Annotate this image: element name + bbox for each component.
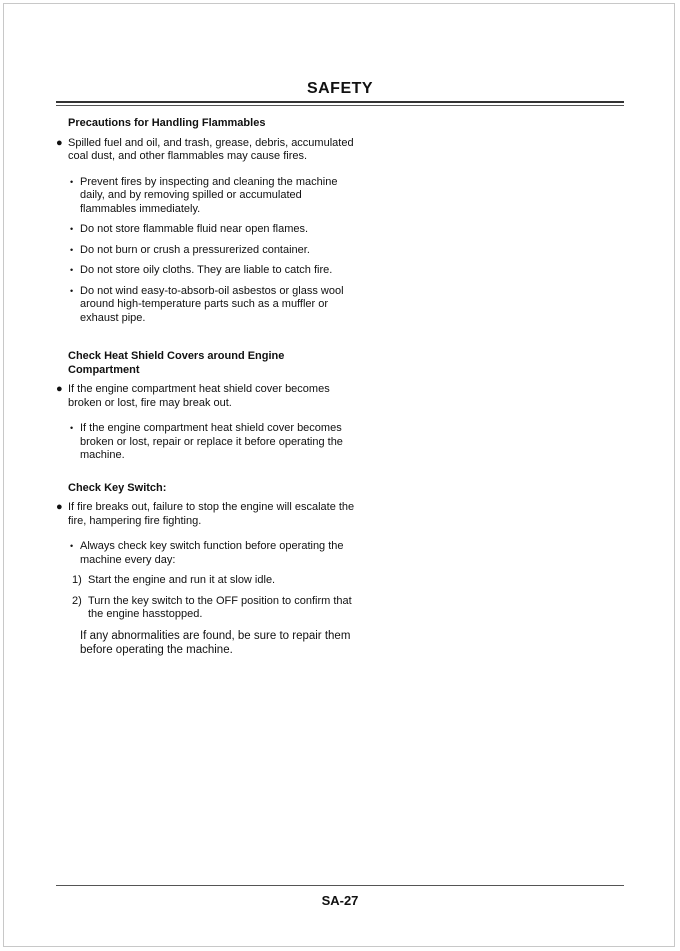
content-column bbox=[56, 117, 356, 657]
sub-bullet-icon: • bbox=[70, 224, 74, 234]
footer-rule bbox=[56, 885, 624, 886]
sub-item-text: Always check key switch function before operating the machine every day: bbox=[80, 540, 344, 566]
sub-item-text: Prevent fires by inspecting and cleaning the machine daily, and by removing spilled or accumulated flammables immediately. bbox=[80, 175, 338, 215]
sub-item-text: Do not store oily cloths. They are liable to catch fire. bbox=[80, 264, 333, 276]
sub-item bbox=[56, 422, 356, 463]
page-title: SAFETY bbox=[306, 80, 374, 97]
sub-item bbox=[56, 244, 356, 258]
sub-item bbox=[56, 176, 356, 217]
header-rule-thick bbox=[56, 101, 624, 103]
note-text: If any abnormalities are found, be sure to repair them before operating the machine. bbox=[80, 629, 351, 656]
bullet-icon: ● bbox=[56, 383, 63, 395]
step-item bbox=[56, 595, 356, 622]
sub-bullet-icon: • bbox=[70, 265, 74, 275]
sub-item bbox=[56, 264, 356, 278]
sub-item bbox=[56, 223, 356, 237]
bullet-item bbox=[56, 501, 356, 528]
section-heading-flammables: Precautions for Handling Flammables bbox=[68, 117, 266, 129]
sub-item-text: Do not wind easy-to-absorb-oil asbestos or glass wool around high-temperature parts such as a muffler or exhaust pipe. bbox=[80, 284, 344, 324]
step-number: 1) bbox=[72, 574, 82, 586]
bullet-item bbox=[56, 383, 356, 410]
bullet-icon: ● bbox=[56, 501, 63, 513]
sub-bullet-icon: • bbox=[70, 423, 74, 433]
sub-bullet-icon: • bbox=[70, 541, 74, 551]
sub-item bbox=[56, 540, 356, 567]
bullet-text: If fire breaks out, failure to stop the engine will escalate the fire, hampering fire fighting. bbox=[68, 501, 355, 527]
step-text: Start the engine and run it at slow idle. bbox=[88, 574, 276, 586]
sub-item-text: Do not store flammable fluid near open flames. bbox=[80, 223, 309, 235]
section-heading-key-switch: Check Key Switch: bbox=[68, 481, 167, 494]
sub-item bbox=[56, 285, 356, 326]
header-rule-thin bbox=[56, 105, 624, 106]
sub-bullet-icon: • bbox=[70, 244, 74, 255]
sub-item-text: If the engine compartment heat shield cover becomes broken or lost, repair or replace it before operating the machine. bbox=[80, 422, 343, 461]
step-text: Turn the key switch to the OFF position to confirm that the engine hasstopped. bbox=[88, 594, 352, 620]
bullet-icon: ● bbox=[56, 136, 63, 149]
bullet-text: Spilled fuel and oil, and trash, grease, debris, accumulated coal dust, and other flammables may cause fires. bbox=[68, 136, 354, 162]
step-item bbox=[56, 574, 356, 588]
bullet-text: If the engine compartment heat shield cover becomes broken or lost, fire may break out. bbox=[68, 383, 330, 409]
page-number: SA-27 bbox=[321, 893, 359, 908]
step-number: 2) bbox=[72, 594, 82, 607]
sub-bullet-icon: • bbox=[70, 285, 74, 296]
sub-bullet-icon: • bbox=[70, 176, 74, 187]
bullet-item bbox=[56, 137, 356, 164]
section-heading-heat-shield: Check Heat Shield Covers around Engine Compartment bbox=[68, 350, 285, 376]
sub-item-text: Do not burn or crush a pressurerized container. bbox=[80, 243, 310, 256]
